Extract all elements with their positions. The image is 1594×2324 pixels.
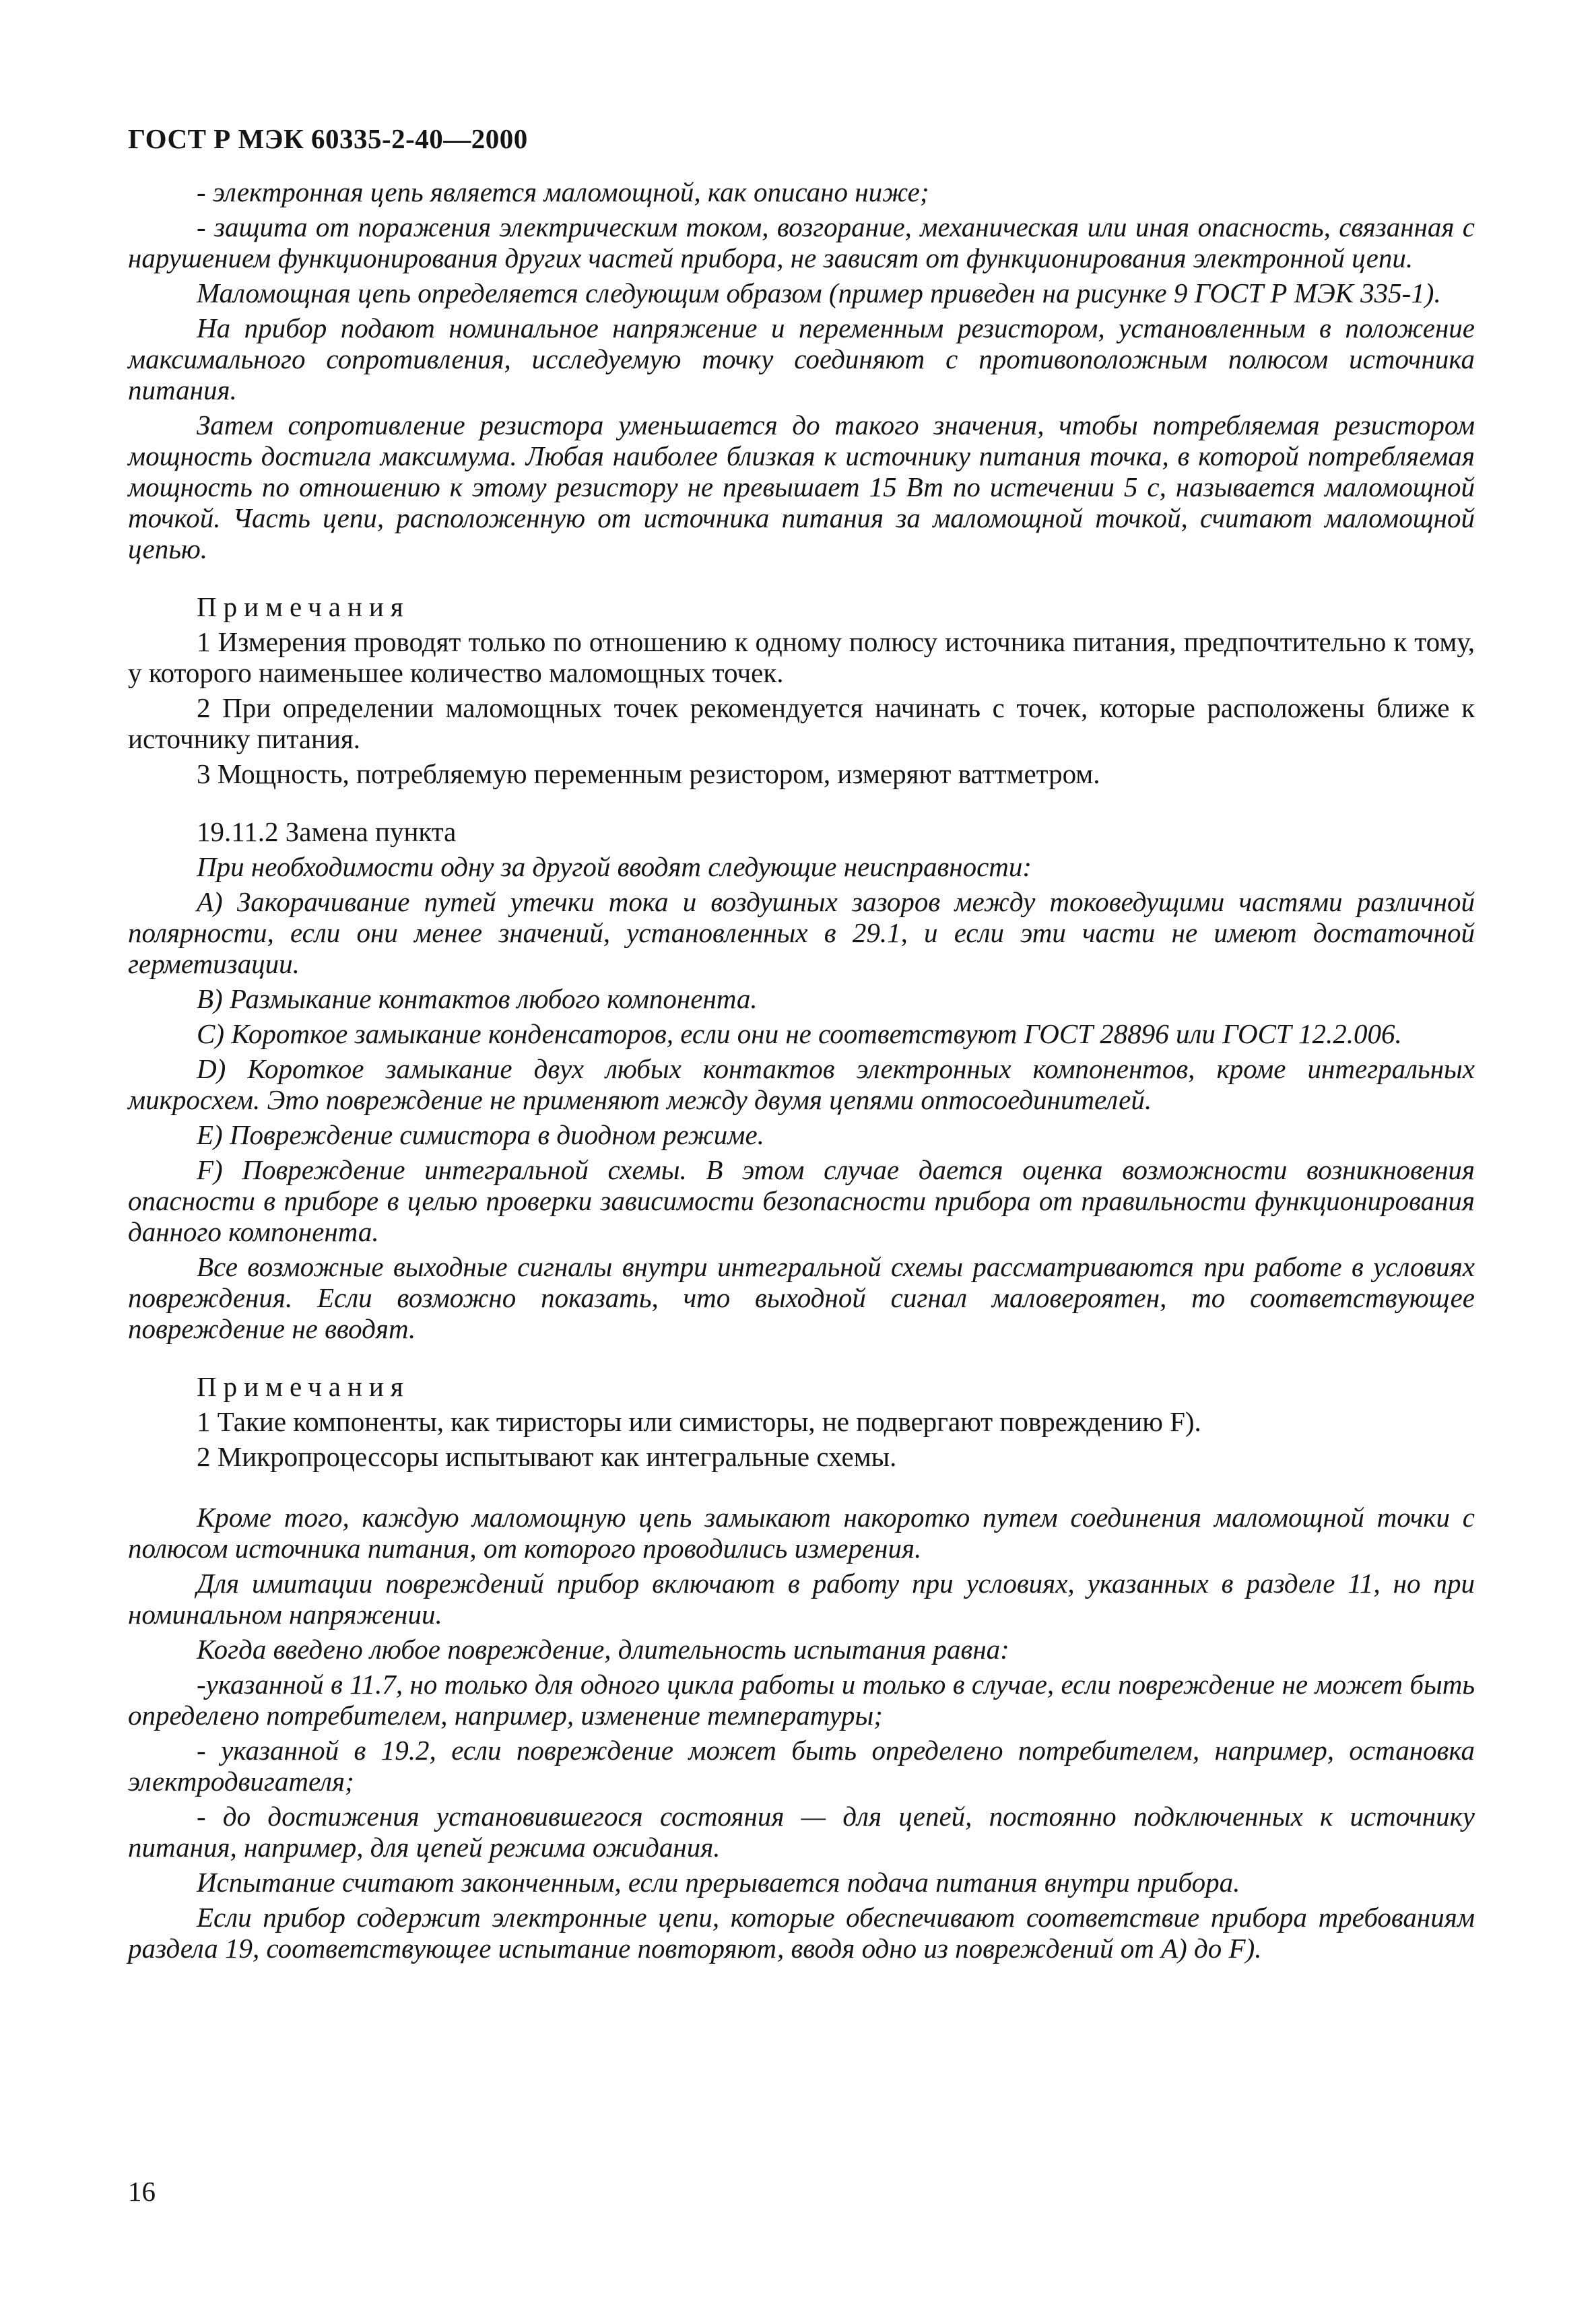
intro-paragraph-3: Маломощная цепь определяется следующим образом (пример приведен на рисунке 9 ГОСТ Р МЭК 335-1). [197, 277, 1441, 308]
notes-1-item-1: 1 Измерения проводят только по отношению к одному полюсу источника питания, предпочтительно к тому, у которого наименьшее количество маломощных точек. [128, 626, 1475, 688]
closing-paragraph-2: Для имитации повреждений прибор включают в работу при условиях, указанных в разделе 11, но при номинальном напряжении. [128, 1568, 1475, 1630]
intro-paragraph-5: Затем сопротивление резистора уменьшается до такого значения, чтобы потребляемая резистором мощность достигла максимума. Любая наиболее близкая к источнику питания точка, в которой потребляемая мощность по отношению к этому резистору не превышает 15 Вт по истечении 5 с, называется маломощной точкой. Часть цепи, расположенную от источника питания за маломощной точкой, считают маломощной цепью. [128, 409, 1475, 564]
fault-b: В) Размыкание контактов любого компонента. [197, 983, 758, 1014]
page-header: ГОСТ Р МЭК 60335-2-40—2000 [128, 123, 528, 154]
notes-2-item-1: 1 Такие компоненты, как тиристоры или симисторы, не подвергают повреждению F). [197, 1406, 1201, 1437]
closing-paragraph-7: Испытание считают законченным, если прерывается подача питания внутри прибора. [197, 1867, 1240, 1898]
fault-e: Е) Повреждение симистора в диодном режиме. [197, 1119, 764, 1150]
page-number: 16 [128, 2176, 156, 2207]
notes-1-item-2: 2 При определении маломощных точек рекомендуется начинать с точек, которые расположены ближе к источнику питания. [128, 692, 1475, 754]
fault-c: С) Короткое замыкание конденсаторов, если они не соответствуют ГОСТ 28896 или ГОСТ 12.2.006. [197, 1018, 1402, 1049]
page-body [128, 176, 1475, 1968]
notes-1-title: Примечания [197, 591, 410, 622]
section-heading: 19.11.2 Замена пункта [197, 816, 457, 847]
intro-paragraph-1: - электронная цепь является маломощной, как описано ниже; [197, 176, 929, 207]
closing-paragraph-6: - до достижения установившегося состояния — для цепей, постоянно подключенных к источнику питания, например, для цепей режима ожидания. [128, 1801, 1475, 1863]
intro-paragraph-4: На прибор подают номинальное напряжение и переменным резистором, установленным в положение максимального сопротивления, исследуемую точку соединяют с противоположным полюсом источника питания. [128, 312, 1475, 405]
fault-f-outputs: Все возможные выходные сигналы внутри интегральной схемы рассматриваются при работе в условиях повреждения. Если возможно показать, что выходной сигнал маловероятен, то соответствующее повреждение не вводят. [128, 1251, 1475, 1344]
fault-d: D) Короткое замыкание двух любых контактов электронных компонентов, кроме интегральных микросхем. Это повреждение не применяют между двумя цепями оптосоединителей. [128, 1053, 1475, 1115]
closing-paragraph-5: - указанной в 19.2, если повреждение может быть определено потребителем, например, остановка электродвигателя; [128, 1735, 1475, 1797]
fault-f: F) Повреждение интегральной схемы. В этом случае дается оценка возможности возникновения опасности в приборе в целью проверки зависимости безопасности прибора от правильности функционирования данного компонента. [128, 1154, 1475, 1247]
section-lead: При необходимости одну за другой вводят следующие неисправности: [197, 851, 1032, 882]
fault-a: А) Закорачивание путей утечки тока и воздушных зазоров между токоведущими частями различной полярности, если они менее значений, установленных в 29.1, и если эти части не имеют достаточной герметизации. [128, 886, 1475, 979]
closing-paragraph-3: Когда введено любое повреждение, длительность испытания равна: [197, 1634, 1009, 1665]
closing-paragraph-8: Если прибор содержит электронные цепи, которые обеспечивают соответствие прибора требованиям раздела 19, соответствующее испытание повторяют, вводя одно из повреждений от А) до F). [128, 1902, 1475, 1964]
closing-paragraph-1: Кроме того, каждую маломощную цепь замыкают накоротко путем соединения маломощной точки с полюсом источника питания, от которого проводились измерения. [128, 1502, 1475, 1564]
closing-paragraph-4: -указанной в 11.7, но только для одного цикла работы и только в случае, если повреждение не может быть определено потребителем, например, изменение температуры; [128, 1669, 1475, 1731]
notes-2-item-2: 2 Микропроцессоры испытывают как интегральные схемы. [197, 1441, 897, 1472]
notes-2-title: Примечания [197, 1371, 410, 1402]
intro-paragraph-2: - защита от поражения электрическим током, возгорание, механическая или иная опасность, связанная с нарушением функционирования других частей прибора, не зависят от функционирования электронной цепи. [128, 211, 1475, 273]
notes-1-item-3: 3 Мощность, потребляемую переменным резистором, измеряют ваттметром. [197, 758, 1100, 789]
